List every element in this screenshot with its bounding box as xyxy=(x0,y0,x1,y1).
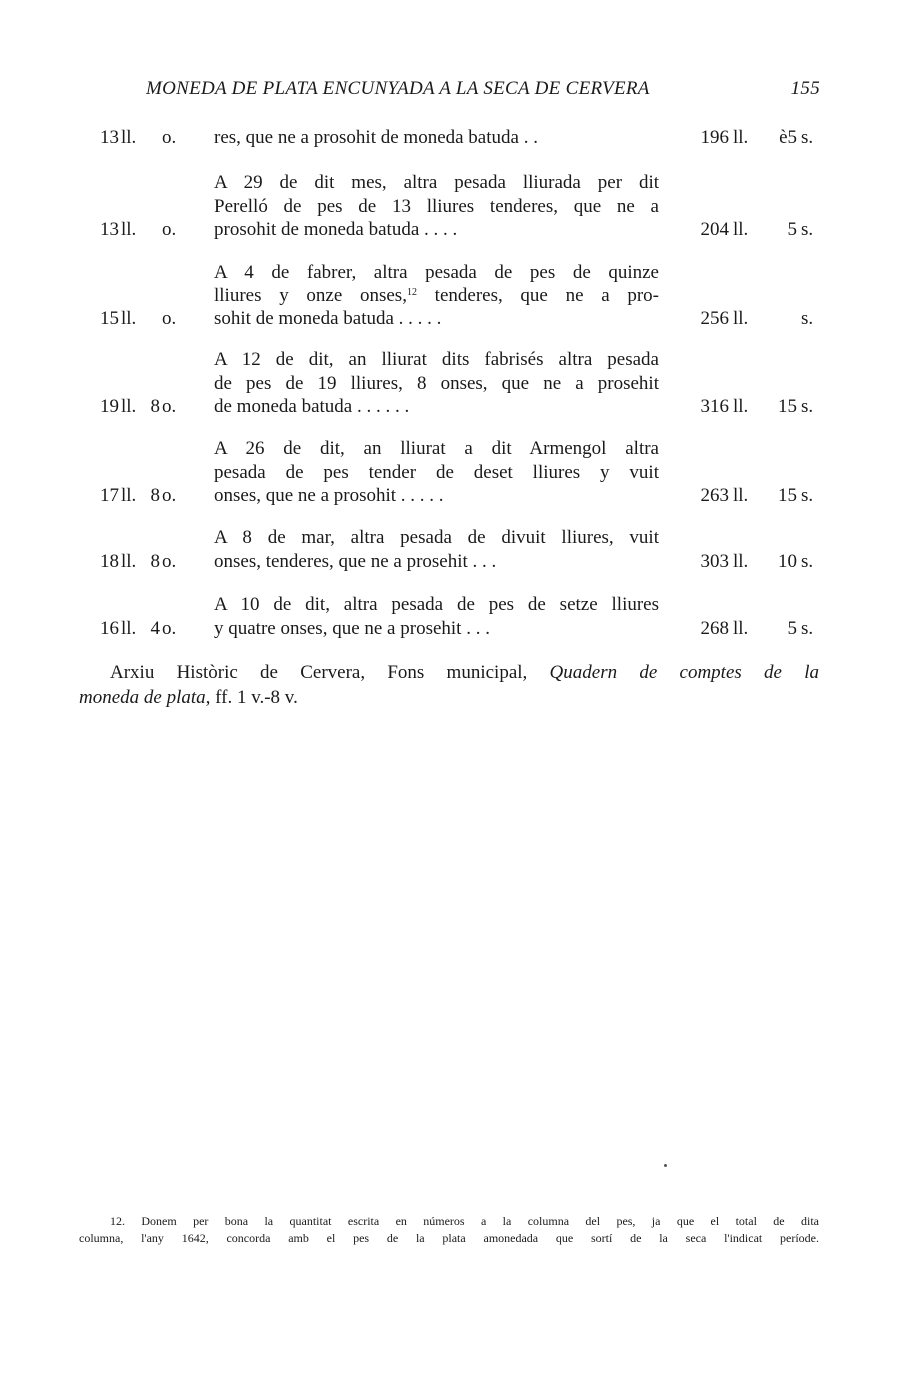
unit-onces: o. xyxy=(162,308,177,329)
weight-lliures: 16 xyxy=(100,618,119,639)
unit-lliures: ll. xyxy=(121,551,137,572)
unit-lliures: ll. xyxy=(733,551,749,572)
total-lliures: 316 xyxy=(700,396,729,417)
unit-sous: s. xyxy=(801,127,814,148)
page-number: 155 xyxy=(790,78,820,99)
entry-text-line: Perelló de pes de 13 lliures tenderes, que ne a xyxy=(214,196,659,217)
unit-onces: o. xyxy=(162,551,177,572)
weight-onces: 8 xyxy=(150,396,160,417)
unit-lliures: ll. xyxy=(733,396,749,417)
unit-sous: s. xyxy=(801,551,814,572)
weight-lliures: 19 xyxy=(100,396,119,417)
unit-sous: s. xyxy=(801,396,814,417)
total-sous: 15 xyxy=(778,396,797,417)
entry-text-line: A 12 de dit, an lliurat dits fabrisés altra pesada xyxy=(214,349,659,370)
unit-onces: o. xyxy=(162,618,177,639)
entry-text-line: prosohit de moneda batuda . . . . xyxy=(214,219,458,240)
unit-sous: s. xyxy=(801,219,814,240)
total-lliures: 256 xyxy=(700,308,729,329)
weight-lliures: 13 xyxy=(100,127,119,148)
entry-text-fragment: lliures y onze onses, xyxy=(214,285,407,306)
unit-onces: o. xyxy=(162,396,177,417)
entry-text-line: A 26 de dit, an lliurat a dit Armengol altra xyxy=(214,438,659,459)
entry-text-line: A 29 de dit mes, altra pesada lliurada per dit xyxy=(214,172,659,193)
entry-text-line: A 4 de fabrer, altra pesada de pes de quinze xyxy=(214,262,659,283)
entry-text-line: de pes de 19 lliures, 8 onses, que ne a prosehit xyxy=(214,373,659,394)
footnote xyxy=(79,1213,819,1247)
running-title: MONEDA DE PLATA ENCUNYADA A LA SECA DE CERVERA xyxy=(146,78,650,99)
weight-onces: 4 xyxy=(150,618,160,639)
total-lliures: 204 xyxy=(700,219,729,240)
footnote-ref: 12 xyxy=(406,287,417,298)
total-lliures: 263 xyxy=(700,485,729,506)
total-sous: 5 xyxy=(787,219,797,240)
total-sous: 5 xyxy=(787,618,797,639)
entry-text-line: A 8 de mar, altra pesada de divuit lliures, vuit xyxy=(214,527,659,548)
unit-onces: o. xyxy=(162,219,177,240)
source-line xyxy=(110,662,819,684)
entry-text-line: de moneda batuda . . . . . . xyxy=(214,396,410,417)
total-sous: 10 xyxy=(778,551,797,572)
unit-lliures: ll. xyxy=(121,396,137,417)
unit-lliures: ll. xyxy=(733,485,749,506)
source-text: Arxiu Històric de Cervera, Fons municipal, xyxy=(110,662,528,683)
total-lliures: 196 xyxy=(700,127,729,148)
unit-lliures: ll. xyxy=(121,219,137,240)
source-title: Quadern de comptes de la xyxy=(549,662,819,683)
entry-text-line: onses, que ne a prosohit . . . . . xyxy=(214,485,444,506)
source-folios: ff. 1 v.-8 v. xyxy=(215,687,298,708)
entry-text-line: sohit de moneda batuda . . . . . xyxy=(214,308,442,329)
source-title: moneda de plata, xyxy=(79,687,211,708)
unit-lliures: ll. xyxy=(121,308,137,329)
unit-lliures: ll. xyxy=(733,618,749,639)
unit-lliures: ll. xyxy=(733,219,749,240)
total-lliures: 268 xyxy=(700,618,729,639)
entry-text-line: onses, tenderes, que ne a prosehit . . . xyxy=(214,551,497,572)
weight-onces: 8 xyxy=(150,551,160,572)
unit-sous: s. xyxy=(801,618,814,639)
unit-sous: s. xyxy=(801,308,814,329)
entry-text-line: res, que ne a prosohit de moneda batuda . . xyxy=(214,127,538,148)
total-sous: è5 xyxy=(779,127,797,148)
weight-lliures: 18 xyxy=(100,551,119,572)
entry-text-line xyxy=(214,285,659,307)
entry-text-line: A 10 de dit, altra pesada de pes de setze lliures xyxy=(214,594,659,615)
unit-onces: o. xyxy=(162,485,177,506)
weight-lliures: 17 xyxy=(100,485,119,506)
unit-lliures: ll. xyxy=(121,485,137,506)
unit-sous: s. xyxy=(801,485,814,506)
unit-lliures: ll. xyxy=(733,127,749,148)
unit-lliures: ll. xyxy=(733,308,749,329)
footnote-line: columna, l'any 1642, concorda amb el pes de la plata amonedada que sortí de la seca l'indicat període. xyxy=(79,1231,819,1245)
entry-text-line: pesada de pes tender de deset lliures y vuit xyxy=(214,462,659,483)
total-sous: 15 xyxy=(778,485,797,506)
stray-mark xyxy=(664,1164,667,1167)
footnote-line: 12. Donem per bona la quantitat escrita en números a la columna del pes, ja que el total de dita xyxy=(110,1214,819,1228)
entry-text-fragment: tenderes, que ne a pro- xyxy=(434,285,660,306)
weight-onces: 8 xyxy=(150,485,160,506)
total-lliures: 303 xyxy=(700,551,729,572)
weight-lliures: 13 xyxy=(100,219,119,240)
entry-text-line: y quatre onses, que ne a prosehit . . . xyxy=(214,618,490,639)
weight-lliures: 15 xyxy=(100,308,119,329)
source-line xyxy=(79,687,298,709)
unit-lliures: ll. xyxy=(121,618,137,639)
unit-onces: o. xyxy=(162,127,177,148)
unit-lliures: ll. xyxy=(121,127,137,148)
